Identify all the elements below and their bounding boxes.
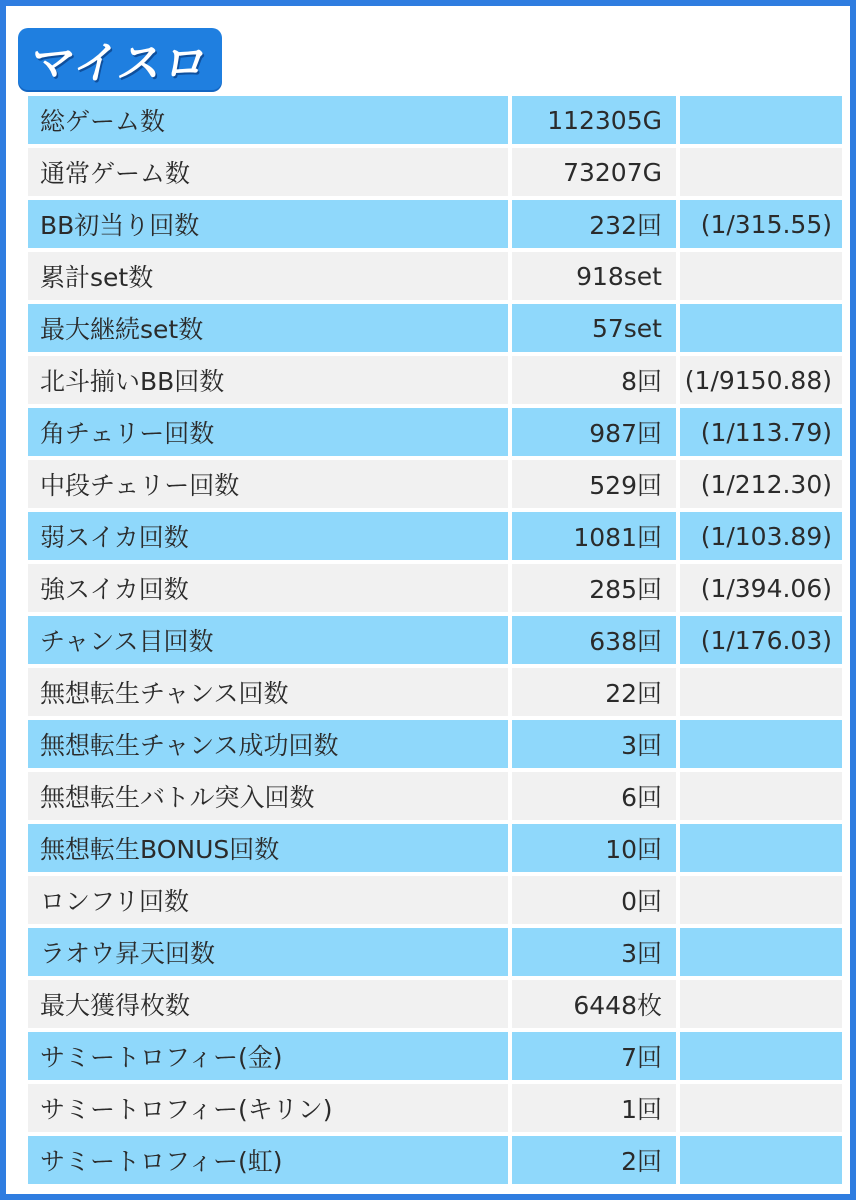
stat-label: 無想転生チャンス回数: [28, 668, 508, 716]
stat-label: 角チェリー回数: [28, 408, 508, 456]
stat-ratio: [680, 1032, 842, 1080]
table-row: [28, 250, 842, 302]
stats-table: [28, 94, 842, 1186]
stat-value: 7回: [512, 1032, 676, 1080]
table-row: [28, 770, 842, 822]
stat-value: 112305G: [512, 96, 676, 144]
stat-ratio: [680, 980, 842, 1028]
stat-ratio: (1/176.03): [680, 616, 842, 664]
table-row: [28, 926, 842, 978]
stat-ratio: [680, 668, 842, 716]
stat-value: 6448枚: [512, 980, 676, 1028]
stat-value: 529回: [512, 460, 676, 508]
table-row: [28, 1082, 842, 1134]
stat-label: 累計set数: [28, 252, 508, 300]
stat-label: 無想転生バトル突入回数: [28, 772, 508, 820]
stat-value: 2回: [512, 1136, 676, 1184]
stat-ratio: [680, 96, 842, 144]
stat-ratio: (1/212.30): [680, 460, 842, 508]
table-row: [28, 978, 842, 1030]
stat-value: 1回: [512, 1084, 676, 1132]
stat-label: サミートロフィー(キリン): [28, 1084, 508, 1132]
stat-label: ラオウ昇天回数: [28, 928, 508, 976]
stat-ratio: [680, 928, 842, 976]
stat-label: サミートロフィー(金): [28, 1032, 508, 1080]
logo-text: マイスロ: [24, 38, 214, 89]
table-row: [28, 718, 842, 770]
stat-value: 987回: [512, 408, 676, 456]
stat-ratio: [680, 1136, 842, 1184]
stat-label: 最大獲得枚数: [28, 980, 508, 1028]
stat-value: 6回: [512, 772, 676, 820]
stat-label: ロンフリ回数: [28, 876, 508, 924]
stat-ratio: [680, 772, 842, 820]
stat-label: 通常ゲーム数: [28, 148, 508, 196]
stat-ratio: (1/113.79): [680, 408, 842, 456]
table-row: [28, 458, 842, 510]
table-row: [28, 94, 842, 146]
table-row: [28, 562, 842, 614]
stat-ratio: [680, 304, 842, 352]
stat-value: 8回: [512, 356, 676, 404]
stat-label: サミートロフィー(虹): [28, 1136, 508, 1184]
table-row: [28, 1030, 842, 1082]
stat-ratio: (1/394.06): [680, 564, 842, 612]
stat-label: 無想転生チャンス成功回数: [28, 720, 508, 768]
stat-value: 3回: [512, 720, 676, 768]
table-row: [28, 614, 842, 666]
stat-value: 232回: [512, 200, 676, 248]
stat-label: 北斗揃いBB回数: [28, 356, 508, 404]
stat-label: 最大継続set数: [28, 304, 508, 352]
stat-value: 638回: [512, 616, 676, 664]
stat-ratio: (1/9150.88): [680, 356, 842, 404]
stat-label: 弱スイカ回数: [28, 512, 508, 560]
stat-label: 総ゲーム数: [28, 96, 508, 144]
stat-ratio: (1/315.55): [680, 200, 842, 248]
stat-ratio: [680, 720, 842, 768]
stat-value: 57set: [512, 304, 676, 352]
stat-ratio: [680, 1084, 842, 1132]
stat-value: 10回: [512, 824, 676, 872]
table-row: [28, 1134, 842, 1186]
table-row: [28, 666, 842, 718]
stat-label: 強スイカ回数: [28, 564, 508, 612]
stat-value: 1081回: [512, 512, 676, 560]
stat-value: 0回: [512, 876, 676, 924]
stat-value: 918set: [512, 252, 676, 300]
stat-label: 中段チェリー回数: [28, 460, 508, 508]
stat-ratio: [680, 876, 842, 924]
stat-label: 無想転生BONUS回数: [28, 824, 508, 872]
table-row: [28, 822, 842, 874]
table-row: [28, 874, 842, 926]
stat-value: 22回: [512, 668, 676, 716]
table-row: [28, 510, 842, 562]
stat-label: チャンス目回数: [28, 616, 508, 664]
stat-ratio: (1/103.89): [680, 512, 842, 560]
stat-ratio: [680, 252, 842, 300]
stat-ratio: [680, 824, 842, 872]
table-row: [28, 406, 842, 458]
stat-value: 285回: [512, 564, 676, 612]
table-row: [28, 198, 842, 250]
table-row: [28, 146, 842, 198]
stat-label: BB初当り回数: [28, 200, 508, 248]
myslo-logo: [18, 28, 222, 90]
table-row: [28, 302, 842, 354]
stat-ratio: [680, 148, 842, 196]
stat-value: 73207G: [512, 148, 676, 196]
table-row: [28, 354, 842, 406]
stat-value: 3回: [512, 928, 676, 976]
